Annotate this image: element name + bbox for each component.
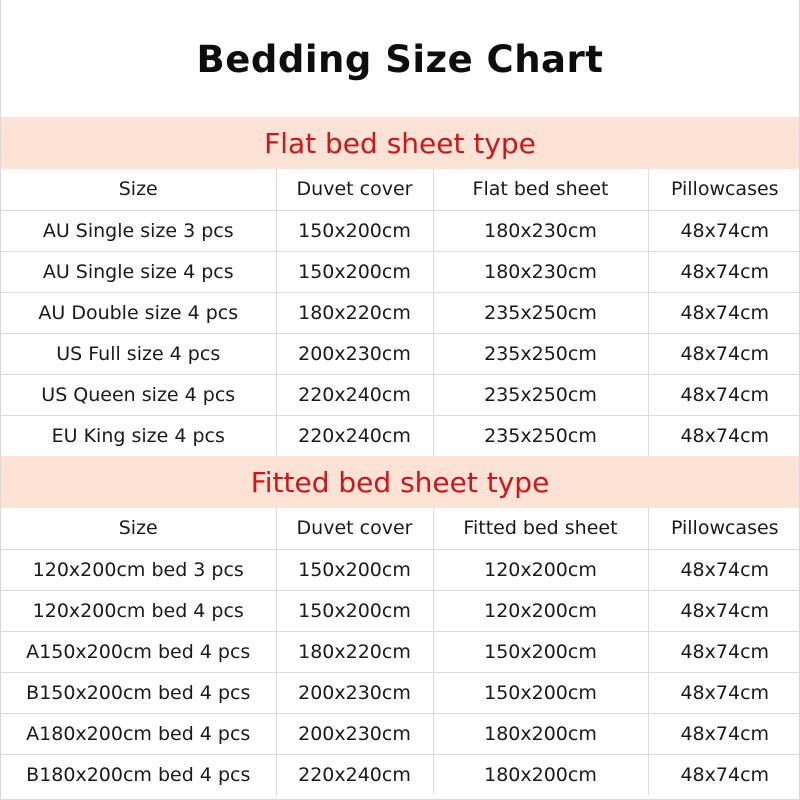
cell-pillowcases: 48x74cm [648,374,800,415]
cell-size: AU Single size 3 pcs [1,210,276,251]
cell-size: EU King size 4 pcs [1,415,276,456]
column-header-duvet: Duvet cover [276,508,433,549]
table-row [1,754,800,795]
cell-duvet: 220x240cm [276,415,433,456]
cell-duvet: 180x220cm [276,631,433,672]
cell-duvet: 220x240cm [276,754,433,795]
page-title: Bedding Size Chart [196,38,604,81]
cell-size: AU Double size 4 pcs [1,292,276,333]
cell-sheet: 180x200cm [433,713,648,754]
cell-duvet: 150x200cm [276,251,433,292]
cell-pillowcases: 48x74cm [648,754,800,795]
cell-duvet: 180x220cm [276,292,433,333]
cell-pillowcases: 48x74cm [648,549,800,590]
section-heading-flat: Flat bed sheet type [1,117,799,169]
column-header-size: Size [1,508,276,549]
cell-duvet: 200x230cm [276,333,433,374]
cell-pillowcases: 48x74cm [648,590,800,631]
cell-sheet: 180x230cm [433,251,648,292]
column-header-sheet: Flat bed sheet [433,169,648,210]
cell-size: AU Single size 4 pcs [1,251,276,292]
cell-sheet: 235x250cm [433,374,648,415]
cell-sheet: 150x200cm [433,631,648,672]
cell-sheet: 180x200cm [433,754,648,795]
table-row [1,549,800,590]
cell-duvet: 200x230cm [276,672,433,713]
column-header-sheet: Fitted bed sheet [433,508,648,549]
cell-duvet: 220x240cm [276,374,433,415]
cell-sheet: 120x200cm [433,549,648,590]
table-row [1,415,800,456]
column-header-size: Size [1,169,276,210]
cell-duvet: 150x200cm [276,590,433,631]
cell-pillowcases: 48x74cm [648,713,800,754]
cell-size: B180x200cm bed 4 pcs [1,754,276,795]
table-row [1,672,800,713]
table-header-row [1,508,800,549]
cell-pillowcases: 48x74cm [648,631,800,672]
cell-duvet: 150x200cm [276,549,433,590]
cell-sheet: 150x200cm [433,672,648,713]
table-row [1,210,800,251]
cell-sheet: 235x250cm [433,292,648,333]
cell-pillowcases: 48x74cm [648,672,800,713]
table-row [1,251,800,292]
section-heading-fitted: Fitted bed sheet type [1,456,799,508]
column-header-duvet: Duvet cover [276,169,433,210]
table-row [1,333,800,374]
cell-size: A180x200cm bed 4 pcs [1,713,276,754]
cell-sheet: 235x250cm [433,333,648,374]
cell-sheet: 235x250cm [433,415,648,456]
cell-sheet: 180x230cm [433,210,648,251]
cell-pillowcases: 48x74cm [648,415,800,456]
column-header-pillowcases: Pillowcases [670,178,779,201]
cell-pillowcases: 48x74cm [648,210,800,251]
cell-size: 120x200cm bed 4 pcs [1,590,276,631]
cell-duvet: 150x200cm [276,210,433,251]
cell-size: B150x200cm bed 4 pcs [1,672,276,713]
flat-sheet-table [1,169,800,456]
table-row [1,631,800,672]
cell-sheet: 120x200cm [433,590,648,631]
cell-size: A150x200cm bed 4 pcs [1,631,276,672]
cell-duvet: 200x230cm [276,713,433,754]
cell-pillowcases: 48x74cm [648,333,800,374]
cell-size: 120x200cm bed 3 pcs [1,549,276,590]
fitted-sheet-table [1,508,800,795]
table-row [1,590,800,631]
cell-size: US Queen size 4 pcs [1,374,276,415]
column-header-pillowcases: Pillowcases [670,517,779,540]
cell-size: US Full size 4 pcs [1,333,276,374]
table-row [1,374,800,415]
cell-pillowcases: 48x74cm [648,251,800,292]
cell-pillowcases: 48x74cm [648,292,800,333]
table-header-row [1,169,800,210]
table-row [1,713,800,754]
table-row [1,292,800,333]
